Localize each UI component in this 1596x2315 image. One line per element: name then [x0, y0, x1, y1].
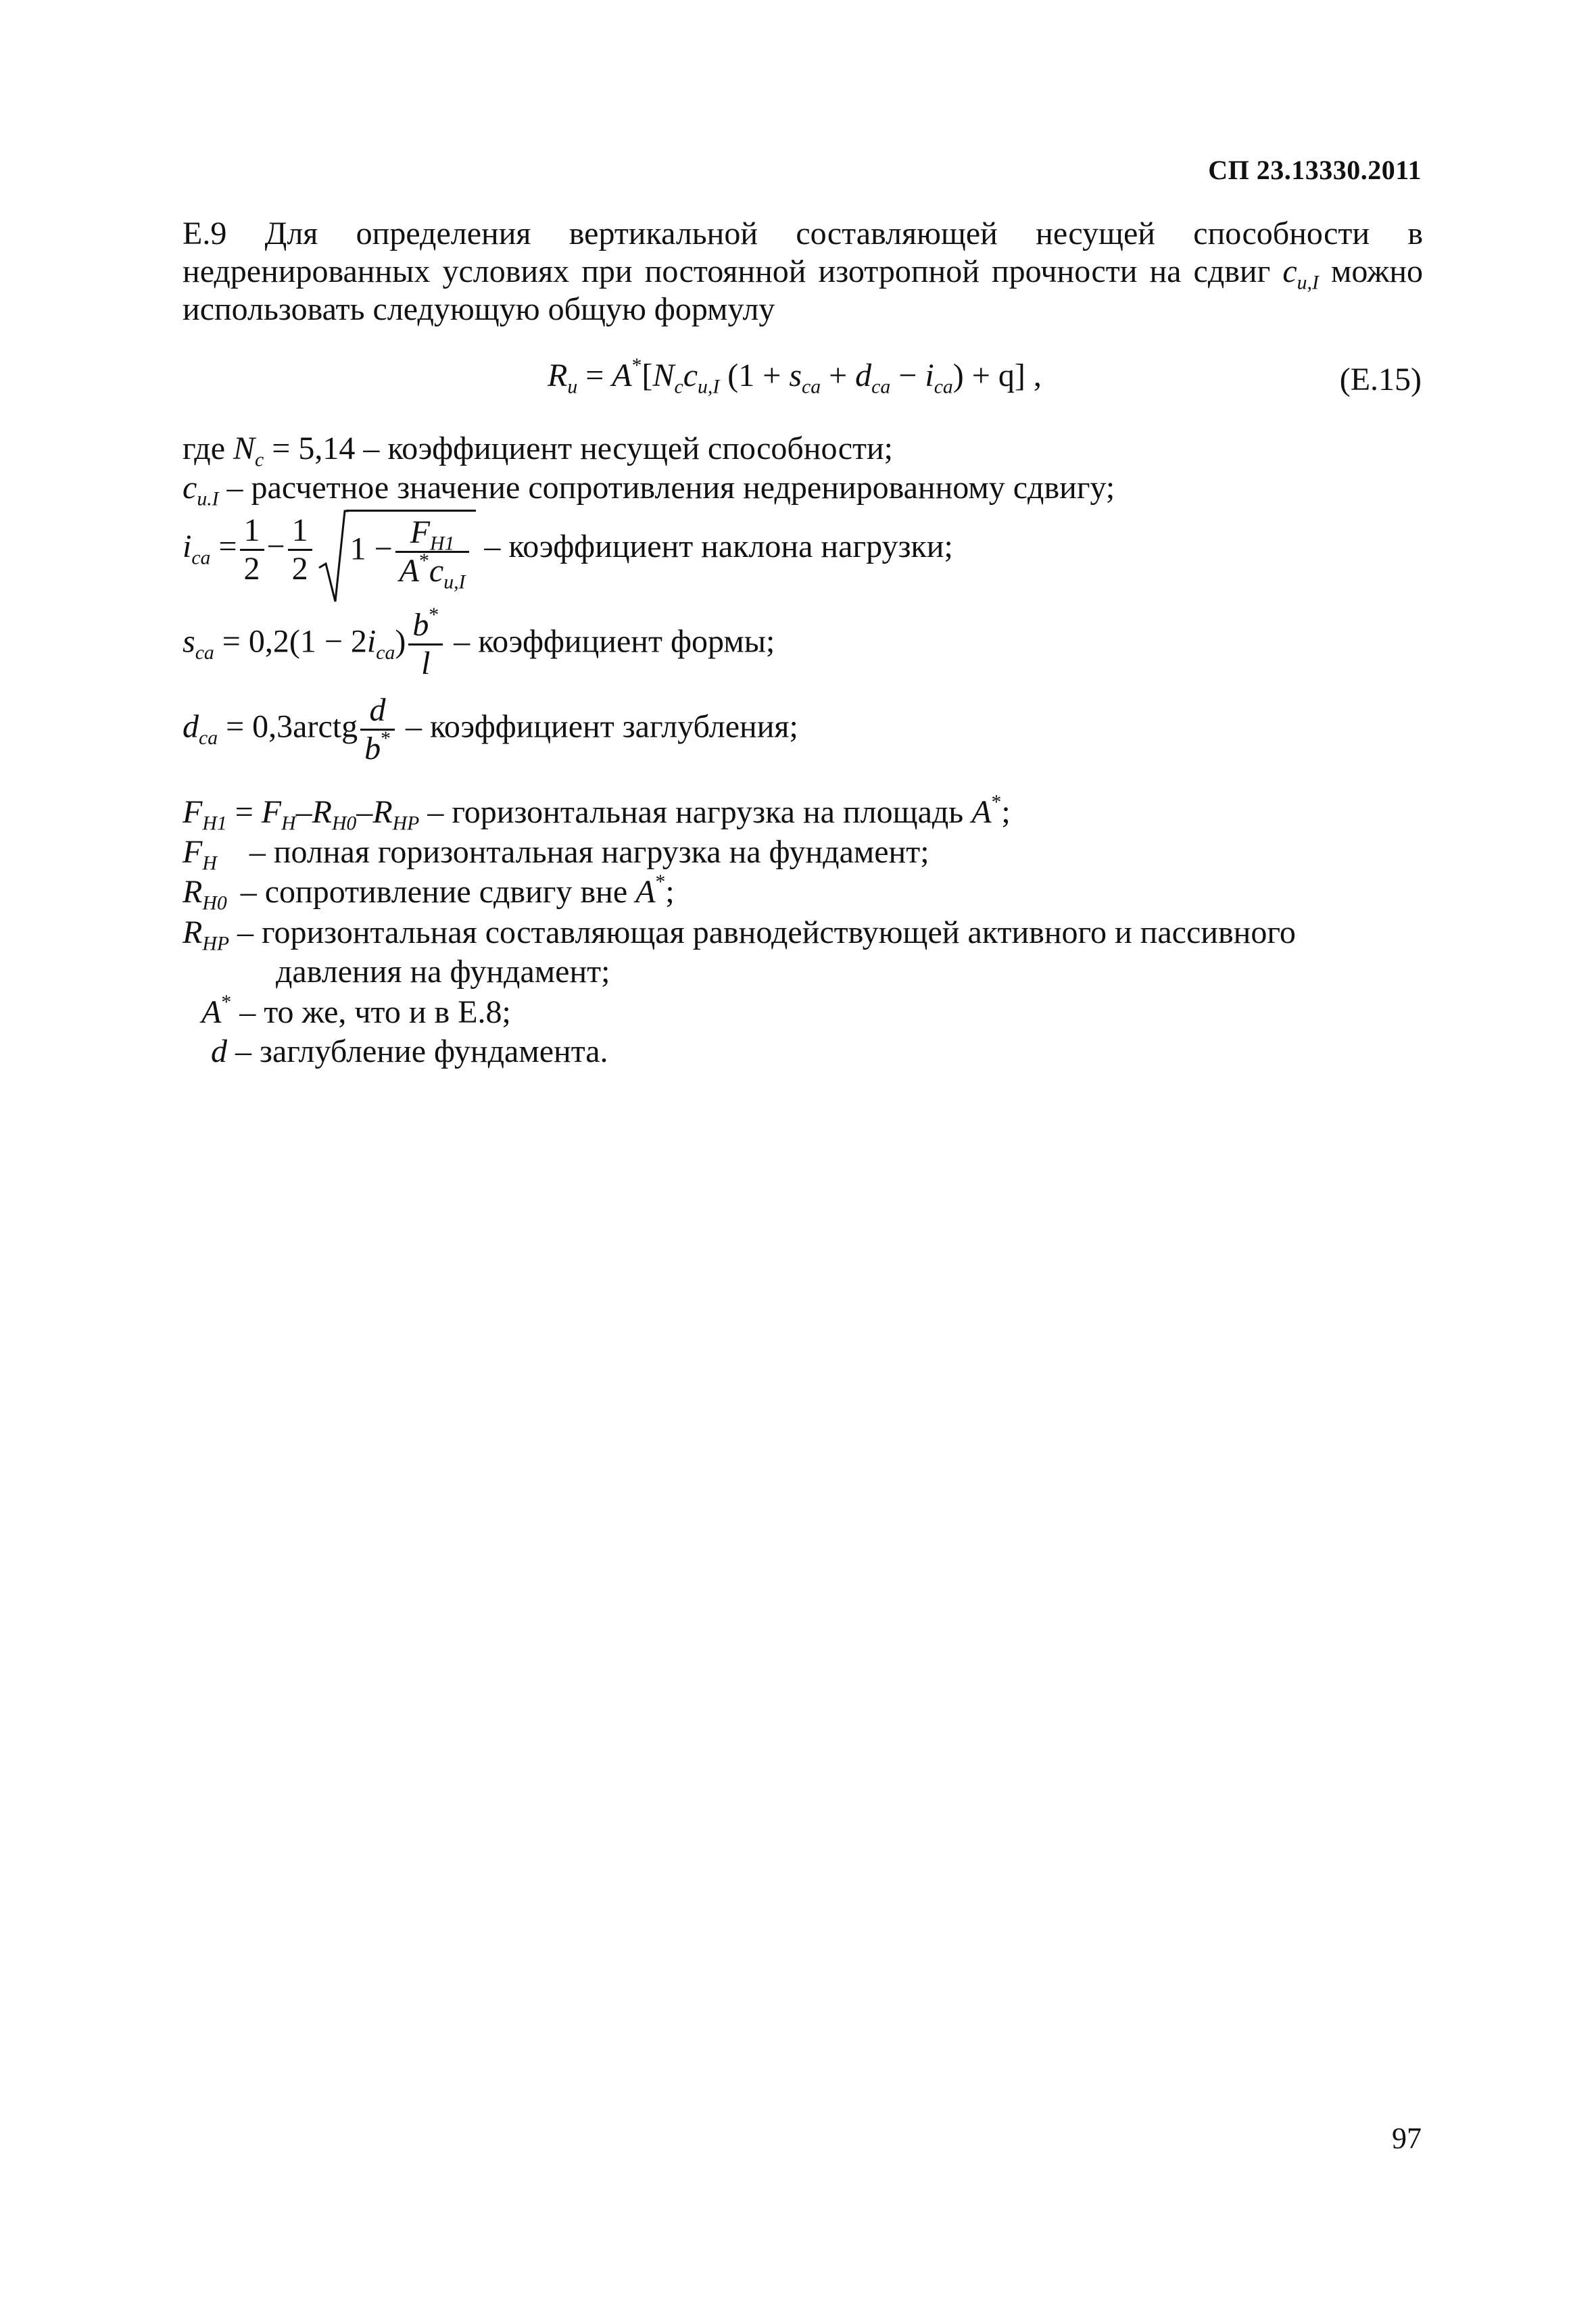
- definition-text: – расчетное значение сопротивления недренированному сдвигу;: [218, 470, 1115, 506]
- subscript: u,I: [443, 570, 466, 593]
- fraction-b-over-l: [408, 604, 443, 682]
- subscript: H: [281, 812, 296, 835]
- fraction-numerator: 1: [240, 512, 264, 551]
- definition-text: – заглубление фундамента.: [227, 1033, 608, 1069]
- definition-a: [201, 991, 511, 1031]
- formula-term: c: [683, 358, 698, 393]
- fraction-d-over-b: [360, 692, 395, 767]
- formula-term: d: [855, 358, 872, 393]
- definition-text: – то же, что и в Е.8;: [231, 994, 511, 1030]
- definition-text: – коэффициент заглубления;: [397, 708, 798, 745]
- formula-operator: ): [395, 623, 406, 660]
- superscript: *: [381, 727, 391, 750]
- formula-operator: = 0,2(1 − 2: [214, 623, 367, 660]
- variable: N: [233, 431, 256, 466]
- formula-term: N: [652, 358, 675, 393]
- variable: i: [183, 529, 192, 565]
- definition-text: = 5,14 – коэффициент несущей способности;: [264, 431, 893, 466]
- variable: b: [412, 607, 429, 643]
- variable: R: [372, 794, 393, 830]
- fraction-half: [240, 512, 264, 587]
- superscript: *: [655, 871, 666, 894]
- formula-operator: ) + q] ,: [952, 358, 1042, 393]
- definition-text: где: [183, 431, 234, 466]
- fraction-fh1: [395, 514, 470, 593]
- paragraph-text: недренированных условиях при постоянной изотропной прочности на сдвиг: [183, 253, 1283, 289]
- subscript: ca: [191, 546, 211, 569]
- subscript: ca: [376, 641, 395, 664]
- subscript: H0: [331, 812, 357, 835]
- definition-fh1: [183, 791, 1011, 835]
- variable: d: [183, 708, 199, 745]
- variable: F: [410, 514, 431, 550]
- variable: d: [369, 692, 386, 728]
- fraction-numerator: [395, 514, 470, 553]
- variable: A: [201, 994, 222, 1030]
- subscript: HP: [392, 812, 420, 835]
- variable: R: [312, 794, 332, 830]
- square-root: [318, 510, 477, 593]
- definition-text: – горизонтальная нагрузка на площадь: [419, 794, 972, 830]
- formula-superscript: *: [631, 354, 642, 377]
- fraction-denominator: [408, 645, 443, 682]
- variable: A: [971, 794, 992, 830]
- formula-operator: −: [890, 358, 925, 393]
- definition-text: – коэффициент формы;: [445, 623, 775, 660]
- superscript: *: [991, 791, 1002, 814]
- variable: R: [183, 915, 203, 950]
- subscript: c: [255, 448, 264, 471]
- definition-text: ;: [1001, 794, 1011, 830]
- superscript: *: [429, 604, 439, 627]
- document-code: СП 23.13330.2011: [1208, 155, 1422, 185]
- definition-text: – коэффициент наклона нагрузки;: [476, 529, 953, 565]
- definition-text: – горизонтальная составляющая равнодействующей активного и пассивного: [229, 915, 1296, 950]
- variable: F: [183, 794, 203, 830]
- paragraph-line-3: использовать следующую общую формулу: [183, 291, 775, 327]
- definition-text: – полная горизонтальная нагрузка на фундамент;: [249, 834, 929, 870]
- definition-sca: [183, 604, 775, 682]
- fraction-denominator: [395, 550, 470, 593]
- fraction-numerator: [360, 692, 395, 731]
- fraction-half: [288, 512, 312, 587]
- formula-subscript: ca: [871, 375, 891, 398]
- formula-operator: = 0,3arctg: [218, 708, 358, 745]
- variable: A: [399, 553, 419, 589]
- formula-subscript: ca: [934, 375, 953, 398]
- subscript: u.I: [197, 487, 219, 510]
- definition-dca: [183, 692, 798, 767]
- formula-term: i: [925, 358, 934, 393]
- definition-rhp-continuation: давления на фундамент;: [276, 954, 610, 990]
- definition-text: ;: [665, 874, 675, 910]
- formula-operator: (1 +: [727, 358, 790, 393]
- equation-number: (Е.15): [1339, 362, 1422, 397]
- formula-operator: 1 −: [349, 531, 393, 567]
- variable: F: [261, 794, 282, 830]
- variable: c: [1282, 253, 1297, 289]
- formula-operator: [: [642, 358, 653, 393]
- intro-paragraph: [183, 215, 1423, 328]
- definition-rh0: [183, 871, 675, 915]
- formula-operator: =: [210, 529, 237, 565]
- paragraph-line-1: Е.9 Для определения вертикальной составляющей несущей способности в: [183, 216, 1423, 251]
- variable: d: [211, 1033, 227, 1069]
- main-formula: [548, 354, 1042, 398]
- radical-sign-icon: [318, 510, 349, 604]
- fraction-denominator: [360, 727, 395, 767]
- variable: l: [421, 645, 431, 681]
- formula-term: R: [548, 358, 568, 393]
- subscript: u,I: [1297, 271, 1319, 294]
- subscript: H0: [202, 892, 227, 915]
- formula-operator: =: [226, 794, 262, 830]
- paragraph-text: можно: [1318, 253, 1424, 289]
- variable: b: [364, 731, 381, 766]
- formula-operator: =: [577, 358, 612, 393]
- paragraph-line-2: [183, 253, 1424, 294]
- fraction-numerator: 1: [288, 512, 312, 551]
- variable: A: [635, 874, 656, 910]
- formula-operator: −: [266, 529, 285, 565]
- subscript: ca: [195, 641, 214, 664]
- definition-ica: [183, 510, 953, 593]
- formula-operator: +: [821, 358, 856, 393]
- definition-d: [211, 1033, 608, 1070]
- page-number: 97: [1392, 2122, 1422, 2155]
- formula-operator: –: [295, 794, 312, 830]
- formula-subscript: c: [674, 375, 683, 398]
- formula-term: A: [612, 358, 632, 393]
- subscript: H1: [202, 812, 227, 835]
- formula-subscript: ca: [802, 375, 821, 398]
- fraction-numerator: [408, 604, 443, 645]
- subscript: H1: [430, 532, 455, 555]
- radicand: [346, 510, 477, 593]
- variable: F: [183, 834, 203, 870]
- variable: s: [183, 623, 195, 660]
- subscript: HP: [202, 932, 229, 955]
- subscript: H: [202, 852, 217, 875]
- fraction-denominator: 2: [291, 550, 308, 587]
- fraction-denominator: 2: [243, 550, 260, 587]
- formula-subscript: u: [567, 375, 578, 398]
- superscript: *: [419, 550, 429, 572]
- variable: c: [183, 470, 197, 506]
- superscript: *: [221, 991, 232, 1014]
- subscript: ca: [199, 726, 218, 749]
- formula-subscript: u,I: [698, 375, 720, 398]
- variable: R: [183, 874, 203, 910]
- variable: c: [429, 553, 444, 589]
- definition-fh: [183, 833, 929, 875]
- definition-text: – сопротивление сдвигу вне: [240, 874, 636, 910]
- formula-term: s: [789, 358, 802, 393]
- definition-rhp: [183, 914, 1296, 955]
- definition-nc: [183, 430, 893, 471]
- definition-cu: [183, 469, 1115, 510]
- variable: i: [366, 623, 377, 660]
- formula-operator: –: [356, 794, 373, 830]
